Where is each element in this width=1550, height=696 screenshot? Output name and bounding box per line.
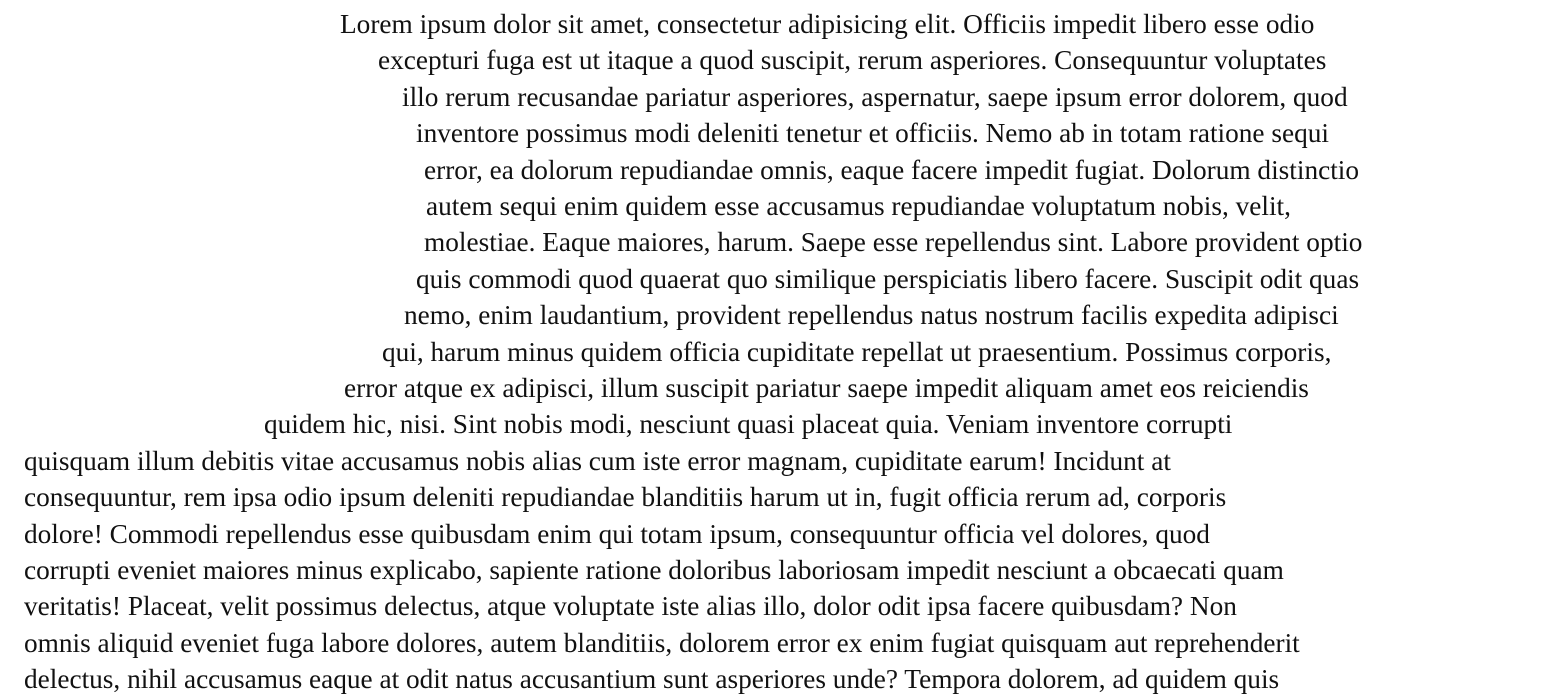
text-line-10: qui, harum minus quidem officia cupiditate repellat ut praesentium. Possimus corporis, (382, 336, 1332, 367)
text-line-16: corrupti eveniet maiores minus explicabo, sapiente ratione doloribus laboriosam impedit nesciunt a obcaecati quam (24, 555, 1284, 585)
text-line-12: quidem hic, nisi. Sint nobis modi, nesciunt quasi placeat quia. Veniam inventore corrupti (264, 409, 1233, 440)
text-line-5: error, ea dolorum repudiandae omnis, eaque facere impedit fugiat. Dolorum distinctio (424, 154, 1360, 185)
text-line-14: consequuntur, rem ipsa odio ipsum deleniti repudiandae blanditiis harum ut in, fugit officia rerum ad, corporis (24, 482, 1227, 513)
text-line-8: quis commodi quod quaerat quo similique perspiciatis libero facere. Suscipit odit quas (416, 263, 1360, 294)
text-line-19: delectus, nihil accusamus eaque at odit natus accusantium sunt asperiores unde? Tempora dolorem, ad quidem quis (24, 664, 1280, 695)
text-line-11: error atque ex adipisci, illum suscipit pariatur saepe impedit aliquam amet eos reiciendis (344, 373, 1309, 403)
text-line-3: illo rerum recusandae pariatur asperiores, aspernatur, saepe ipsum error dolorem, quod (402, 81, 1348, 112)
text-line-4: inventore possimus modi deleniti tenetur et officiis. Nemo ab in totam ratione sequi (416, 118, 1329, 149)
text-line-13: quisquam illum debitis vitae accusamus nobis alias cum iste error magnam, cupiditate earum! Incidunt at (24, 445, 1171, 476)
text-line-9: nemo, enim laudantium, provident repellendus natus nostrum facilis expedita adipisci (404, 300, 1339, 331)
text-line-1: Lorem ipsum dolor sit amet, consectetur adipisicing elit. Officiis impedit libero esse odio (340, 9, 1315, 39)
text-line-18: omnis aliquid eveniet fuga labore dolores, autem blanditiis, dolorem error ex enim fugiat quisquam aut reprehenderit (24, 627, 1300, 658)
text-line-7: molestiae. Eaque maiores, harum. Saepe esse repellendus sint. Labore provident optio (424, 227, 1363, 258)
text-line-6: autem sequi enim quidem esse accusamus repudiandae voluptatum nobis, velit, (426, 191, 1291, 221)
text-line-15: dolore! Commodi repellendus esse quibusdam enim qui totam ipsum, consequuntur officia vel dolores, quod (24, 518, 1210, 549)
text-line-2: excepturi fuga est ut itaque a quod suscipit, rerum asperiores. Consequuntur voluptates (378, 45, 1327, 76)
text-line-17: veritatis! Placeat, velit possimus delectus, atque voluptate iste alias illo, dolor odit ipsa facere quibusdam? Non (24, 591, 1237, 622)
